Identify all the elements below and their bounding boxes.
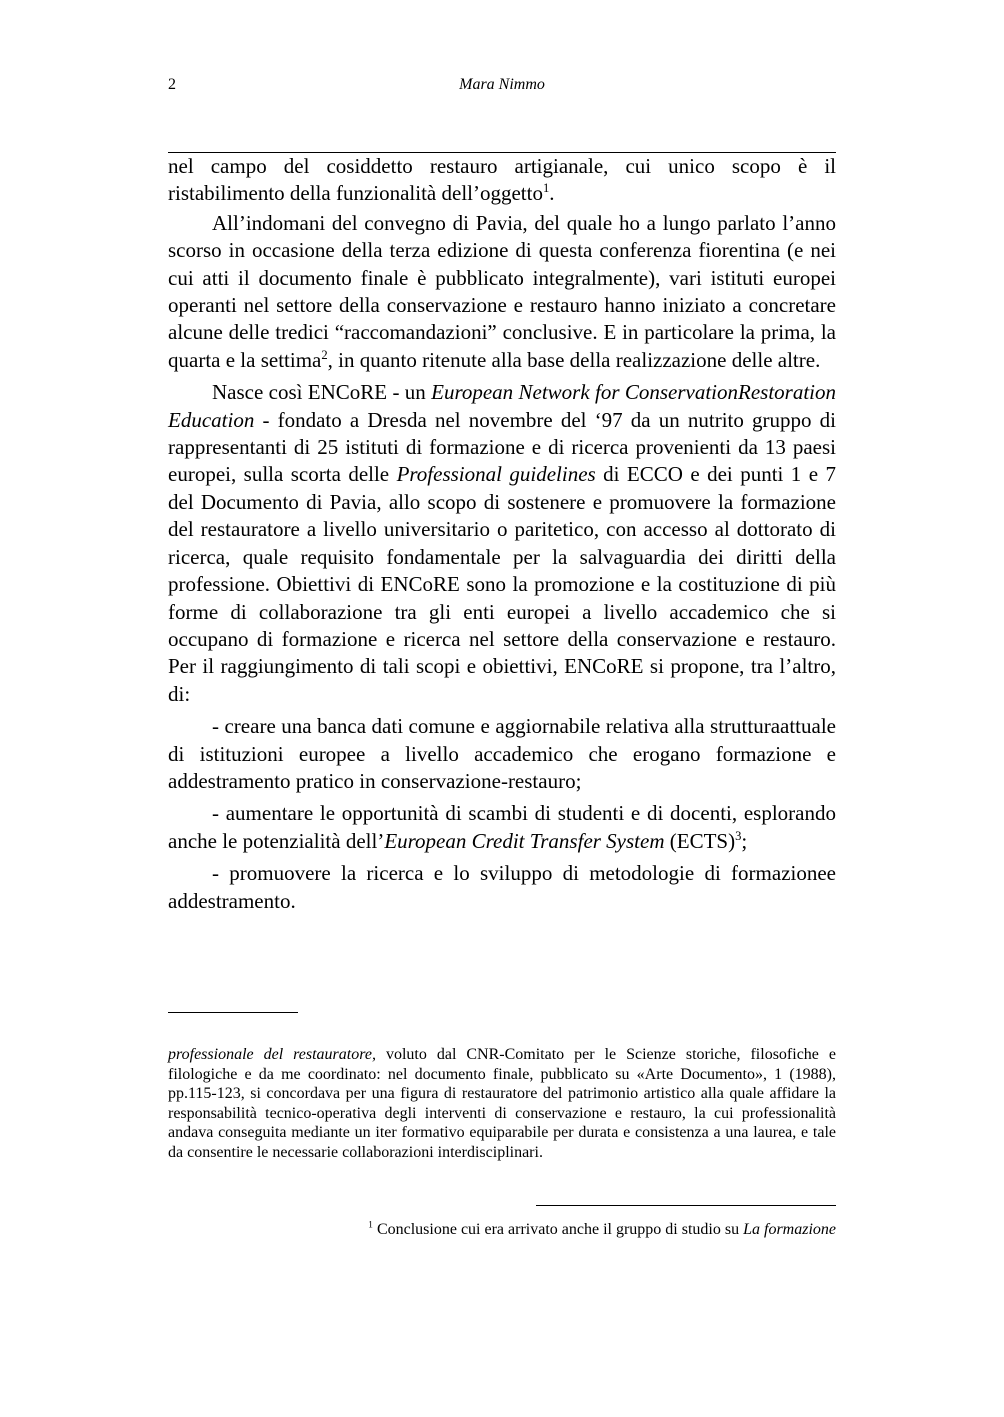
footnote-1: $^1$ Conclusione cui era arrivato anche il gruppo di studio su La formazione bbox=[368, 1219, 836, 1238]
footnote-number: 1 bbox=[368, 1219, 373, 1231]
footnote-ref-1: 1 bbox=[542, 181, 550, 196]
page-header bbox=[168, 76, 836, 98]
list-item: - creare una banca dati comune e aggiornabile relativa alla strutturaattuale di istituzioni europee a livello accademico che erogano formazione e addestramento pratico in conservazione-restauro; bbox=[168, 714, 836, 793]
footnote-rule bbox=[168, 1012, 298, 1013]
footnote-rule-secondary bbox=[536, 1205, 836, 1206]
footnote-continued: professionale del restauratore, voluto dal CNR-Comitato per le Scienze storiche, filosofiche e filologiche e da me coordinato: nel documento finale, pubblicato su «Arte Documento», 1 (1988), pp.115-123, si concordava per una figura di restauratore del patrimonio artistico alla quale affidare la responsabilità tecnico-operativa degli interventi di conservazione e restauro, la cui professionalità andava conseguita mediante un iter formativo equiparabile per durata e consistenza a una laurea, e tale da consentire le necessarie collaborazioni interdisciplinari. bbox=[168, 1046, 836, 1161]
encore-full-name: European Network for ConservationRestoration Education bbox=[168, 380, 836, 432]
footnote-ref-2: 2 bbox=[321, 347, 328, 362]
ects-full-name: European Credit Transfer System bbox=[384, 828, 665, 853]
list-item: - promuovere la ricerca e lo sviluppo di metodologie di formazionee addestramento. bbox=[168, 861, 836, 913]
paragraph-pavia: All’indomani del convegno di Pavia, del quale ho a lungo parlato l’anno scorso in occasione della terza edizione di questa conferenza fiorentina (e nei cui atti il documento finale è pubblicato integralmente), vari istituti europei operanti nel settore della conservazione e restauro hanno iniziato a concretare alcune delle tredici “raccomandazioni” conclusive. E in particolare la prima, la quarta e la settima$^2$, in quanto ritenute alla base della realizzazione delle altre. bbox=[168, 210, 836, 372]
paragraph-continued: nel campo del cosiddetto restauro artigianale, cui unico scopo è il ristabilimento della funzionalità dell’oggetto$^1$. bbox=[168, 154, 836, 206]
paragraph-encore: Nasce così ENCoRE - un European Network for ConservationRestoration Education - fondato a Dresda nel novembre del ‘97 da un nutrito gruppo di rappresentanti di 25 istituti di formazione e di ricerca provenienti da 13 paesi europei, sulla scorta delle Professional guidelines di ECCO e dei punti 1 e 7 del Documento di Pavia, allo scopo di sostenere e promuovere la formazione del restauratore a livello universitario o paritetico, con accesso al dottorato di ricerca, quale requisito fondamentale per la salvaguardia dei diritti della professione. Obiettivi di ENCoRE sono la promozione e la costituzione di più forme di collaborazione tra gli enti europei a livello accademico che si occupano di formazione e ricerca nel settore della conservazione e restauro. Per il raggiungimento di tali scopi e obiettivi, ENCoRE si propone, tra l’altro, di: bbox=[168, 380, 836, 706]
list-item: - aumentare le opportunità di scambi di studenti e di docenti, esplorando anche le potenzialità dell’European Credit Transfer System (ECTS)$^3$; bbox=[168, 801, 836, 853]
guidelines-title: Professional guidelines bbox=[396, 462, 596, 487]
main-text bbox=[168, 153, 836, 915]
footnote-ref-3: 3 bbox=[735, 828, 742, 843]
running-head-author: Mara Nimmo bbox=[459, 76, 545, 93]
page-number: 2 bbox=[168, 76, 176, 93]
